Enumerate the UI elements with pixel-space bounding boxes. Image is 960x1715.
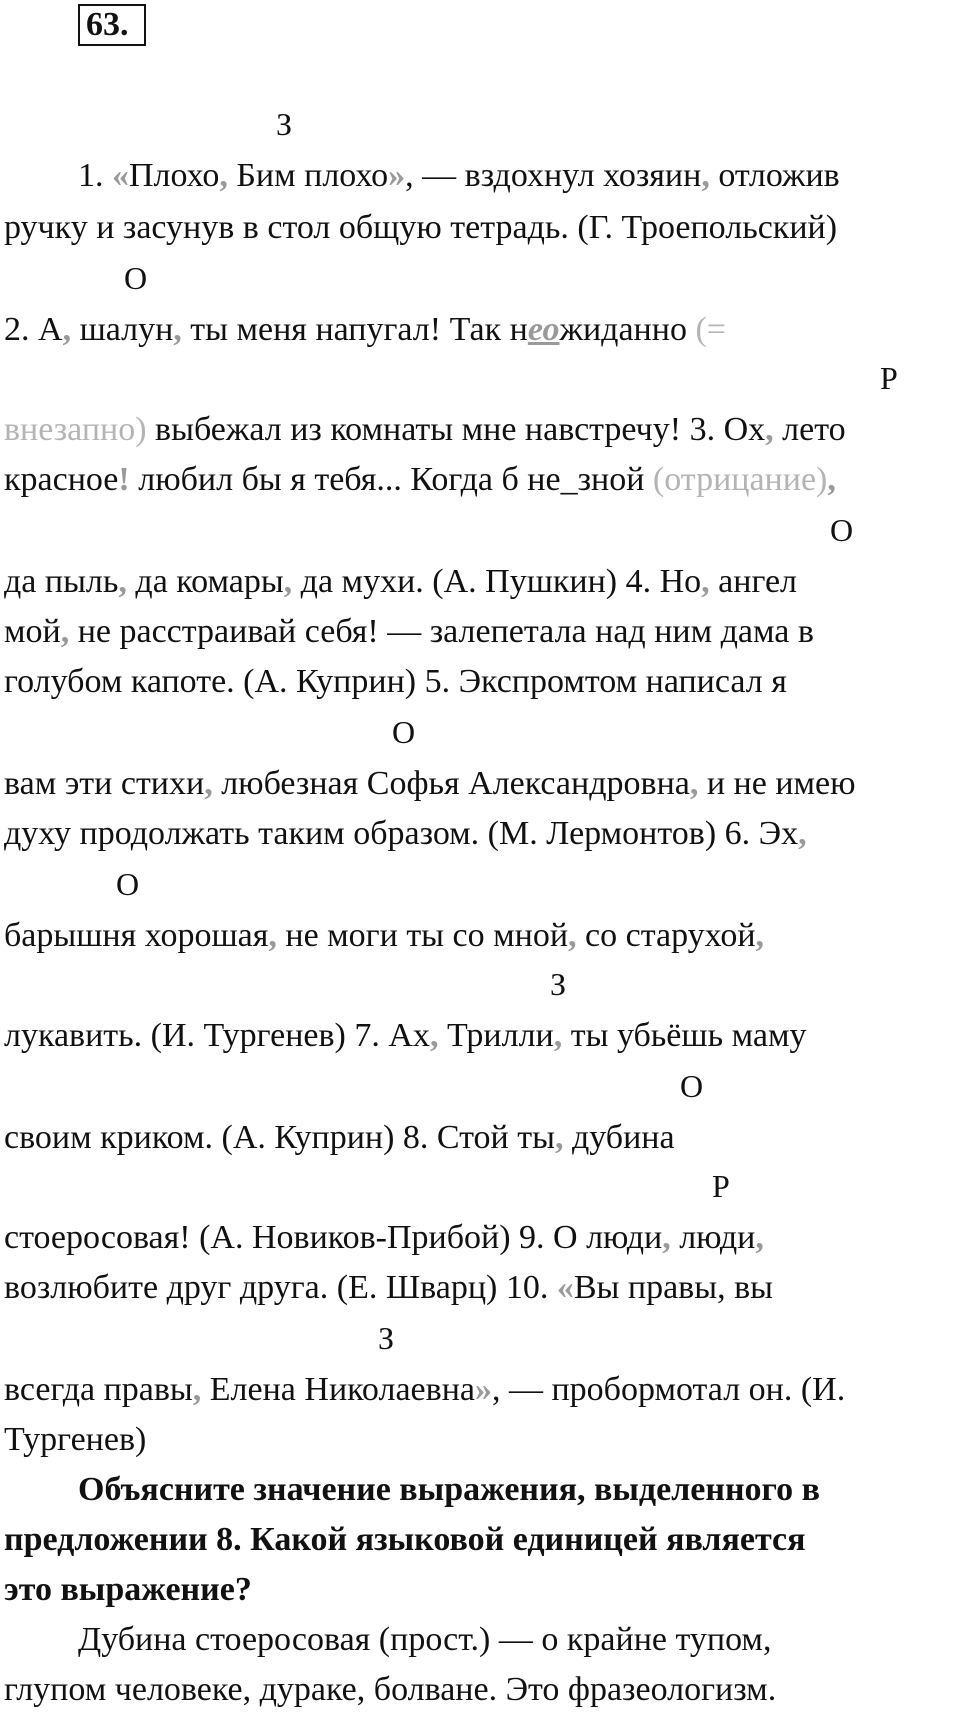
mark-o-1: О	[124, 260, 148, 296]
text-line-12: лукавить. (И. Тургенев) 7. Ах, Трилли, ты убьёшь маму	[4, 1017, 807, 1054]
question-line-2: предложении 8. Какой языковой единицей является	[4, 1521, 806, 1558]
text-line-8: голубом капоте. (А. Куприн) 5. Экспромтом написал я	[4, 663, 787, 700]
answer-line-2: глупом человеке, дураке, болване. Это фразеологизм.	[4, 1671, 777, 1708]
text-line-2: ручку и засунув в стол общую тетрадь. (Г. Троепольский)	[4, 209, 838, 246]
text-line-10: духу продолжать таким образом. (М. Лермонтов) 6. Эх,	[4, 815, 807, 852]
text-line-16: всегда правы, Елена Николаевна», — пробормотал он. (И.	[4, 1371, 846, 1408]
mark-o-5: О	[680, 1068, 704, 1104]
text-line-13: своим криком. (А. Куприн) 8. Стой ты, дубина	[4, 1119, 675, 1156]
text-line-7: мой, не расстраивай себя! — залепетала над ним дама в	[4, 613, 814, 650]
mark-o-3: О	[392, 714, 416, 750]
mark-z-1: З	[276, 106, 293, 142]
text-line-15: возлюбите друг друга. (Е. Шварц) 10. «Вы правы, вы	[4, 1269, 773, 1306]
mark-r-2: Р	[712, 1168, 730, 1204]
mark-z-2: З	[550, 966, 567, 1002]
text-line-6: да пыль, да комары, да мухи. (А. Пушкин) 4. Но, ангел	[4, 563, 798, 600]
mark-r-1: Р	[880, 360, 898, 396]
text-line-3: 2. А, шалун, ты меня напугал! Так неожиданно (=	[4, 311, 726, 348]
text-line-17: Тургенев)	[4, 1421, 147, 1458]
mark-o-4: О	[116, 866, 140, 902]
text-line-9: вам эти стихи, любезная Софья Александровна, и не имею	[4, 765, 856, 802]
text-line-5: красное! любил бы я тебя... Когда б не_зной (отрицание),	[4, 461, 836, 498]
text-line-1: 1. «Плохо, Бим плохо», — вздохнул хозяин, отложив	[78, 157, 840, 194]
text-line-14: стоеросовая! (А. Новиков-Прибой) 9. О люди, люди,	[4, 1219, 764, 1256]
mark-z-3: З	[378, 1320, 395, 1356]
mark-o-2: О	[830, 512, 854, 548]
exercise-number: 63.	[86, 6, 129, 43]
question-line-1: Объясните значение выражения, выделенного в	[78, 1471, 820, 1508]
answer-line-1: Дубина стоеросовая (прост.) — о крайне тупом,	[78, 1621, 772, 1658]
text-line-11: барышня хорошая, не моги ты со мной, со старухой,	[4, 917, 765, 954]
question-line-3: это выражение?	[4, 1571, 252, 1608]
text-line-4: внезапно) выбежал из комнаты мне навстречу! 3. Ох, лето	[4, 411, 846, 448]
